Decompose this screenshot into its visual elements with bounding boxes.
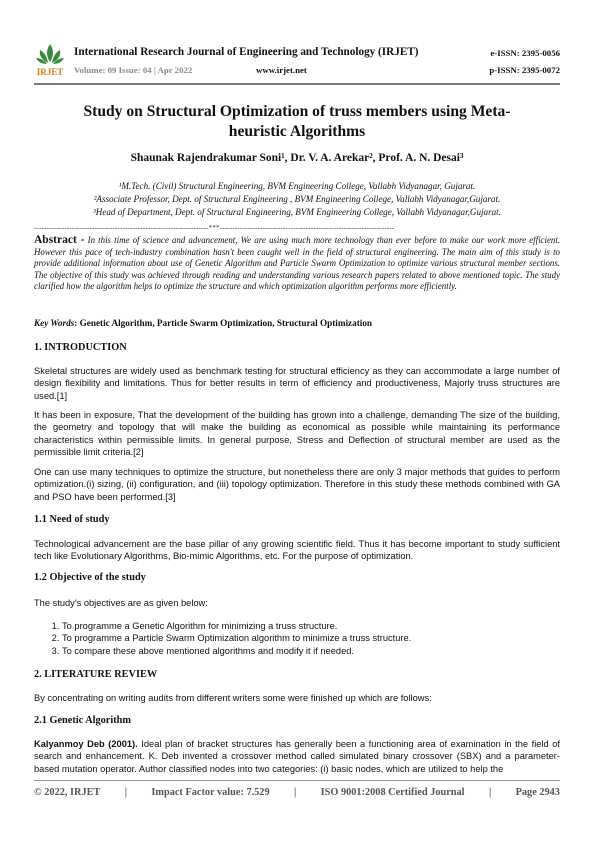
keywords xyxy=(34,318,560,328)
page-footer xyxy=(34,787,560,798)
author-list: Shaunak Rajendrakumar Soni¹, Dr. V. A. Arekar², Prof. A. N. Desai³ xyxy=(130,152,464,164)
footer-impact-factor: Impact Factor value: 7.529 xyxy=(151,787,270,798)
volume-issue: Volume: 09 Issue: 04 | Apr 2022 xyxy=(74,65,193,75)
footer-divider xyxy=(34,780,560,781)
heading-genetic-algorithm: 2.1 Genetic Algorithm xyxy=(34,715,131,726)
list-item: 3. To compare these above mentioned algorithms and modify it if needed. xyxy=(62,645,582,657)
paper-title xyxy=(34,102,560,142)
logo-text: IRJET xyxy=(36,67,64,77)
p-issn: p-ISSN: 2395-0072 xyxy=(489,65,560,75)
heading-objective: 1.2 Objective of the study xyxy=(34,572,146,583)
keywords-label: Key Words xyxy=(34,318,75,328)
ga-text: Ideal plan of bracket structures has generally been a functioning area of examination in the field of search and enhancement. K. Deb invented a crossover method called simulated binary crossover (SBX) and a parameter-based mutation operator. Author classified nodes into two categories: (i) basic nodes, which are utilized to help the xyxy=(34,739,561,774)
affiliation-1: ¹M.Tech. (Civil) Structural Engineering, BVM Engineering College, Vallabh Vidyanagar, Gujarat. xyxy=(118,181,476,191)
list-item: 2. To programme a Particle Swarm Optimization algorithm to minimize a truss structure. xyxy=(62,632,582,644)
need-paragraph: Technological advancement are the base pillar of any growing scientific field. Thus it has become important to study sufficient tech like Evolutionary Algorithms, Bio-mimic Algorithms, etc. For the purpose of optimization. xyxy=(34,539,560,562)
list-item: 1. To programme a Genetic Algorithm for minimizing a truss structure. xyxy=(62,620,582,632)
abstract xyxy=(34,235,560,293)
irjet-logo-icon xyxy=(34,42,66,78)
affiliation-3: ³Head of Department, Dept. of Structural Engineering, BVM Engineering College, Vallabh Vidyanagar,Gujarat. xyxy=(93,207,501,217)
section-separator: ---------------------------------------------------------------------***--------------------------------------------------------------------- xyxy=(34,224,395,232)
header-divider xyxy=(34,83,560,85)
literature-intro: By concentrating on writing audits from different writers some were finished up which are follows: xyxy=(34,693,432,703)
title-line-1: Study on Structural Optimization of truss members using Meta- xyxy=(83,103,511,120)
abstract-text: In this time of science and advancement, We are using much more technology than ever before to make our work more efficient. However this pace of tech-industry combination hasn't been caught well in the field of structural engineering. The main aim of this study is to provide additional information about use of Genetic Algorithm and Particle Swarm Optimization to optimize various structural member sections. The objective of this study was achieved through reading and understanding various research papers related to above mentioned topic. The study clarified how the algorithm helps to optimize the structure and which optimization algorithm performs more efficiently. xyxy=(34,235,561,291)
footer-iso: ISO 9001:2008 Certified Journal xyxy=(320,787,465,798)
heading-literature-review: 2. LITERATURE REVIEW xyxy=(34,669,158,680)
footer-separator: | xyxy=(124,787,128,798)
footer-page-number: Page 2943 xyxy=(515,787,560,798)
title-line-2: heuristic Algorithms xyxy=(228,123,366,140)
journal-header xyxy=(34,42,560,82)
intro-paragraph-2: It has been in exposure, That the development of the building has grown into a challenge, demanding The size of the building, the geometry and topology that will make the building as economical as possible while maintaining its performance characteristics within permissible limits. In general purpose, Stress and Deflection of structural member are used as the permissible limit criteria.[2] xyxy=(34,410,560,458)
journal-title: International Research Journal of Engineering and Technology (IRJET) xyxy=(74,46,419,58)
intro-paragraph-1: Skeletal structures are widely used as benchmark testing for structural efficiency as they can accommodate a large number of design flexibility and limitations. Thus for better results in term of efficiency and productiveness, Majorly truss structures are used.[1] xyxy=(34,366,560,401)
heading-need-of-study: 1.1 Need of study xyxy=(34,514,110,525)
footer-copyright: © 2022, IRJET xyxy=(34,787,101,798)
ga-paragraph xyxy=(34,738,560,775)
objective-list xyxy=(34,620,582,657)
intro-paragraph-3: One can use many techniques to optimize the structure, but nonetheless there are only 3 major methods that guides to perform optimization.(i) sizing, (ii) configuration, and (iii) topology optimization. Therefore in this study these methods combined with GA and PSO have been performed.[3] xyxy=(34,467,560,502)
keywords-text: : Genetic Algorithm, Particle Swarm Optimization, Structural Optimization xyxy=(74,318,373,328)
footer-separator: | xyxy=(294,787,297,798)
e-issn: e-ISSN: 2395-0056 xyxy=(490,48,560,58)
footer-separator: | xyxy=(488,787,492,798)
ga-author: Kalyanmoy Deb (2001). xyxy=(34,739,138,749)
website-link[interactable]: www.irjet.net xyxy=(256,65,307,75)
abstract-label: Abstract - xyxy=(34,234,85,246)
affiliation-2: ²Associate Professor, Dept. of Structural Engineering , BVM Engineering College, Vallabh Vidyanagar,Gujarat. xyxy=(93,194,501,204)
objective-intro: The study's objectives are as given below: xyxy=(34,598,208,608)
heading-introduction: 1. INTRODUCTION xyxy=(34,342,127,353)
